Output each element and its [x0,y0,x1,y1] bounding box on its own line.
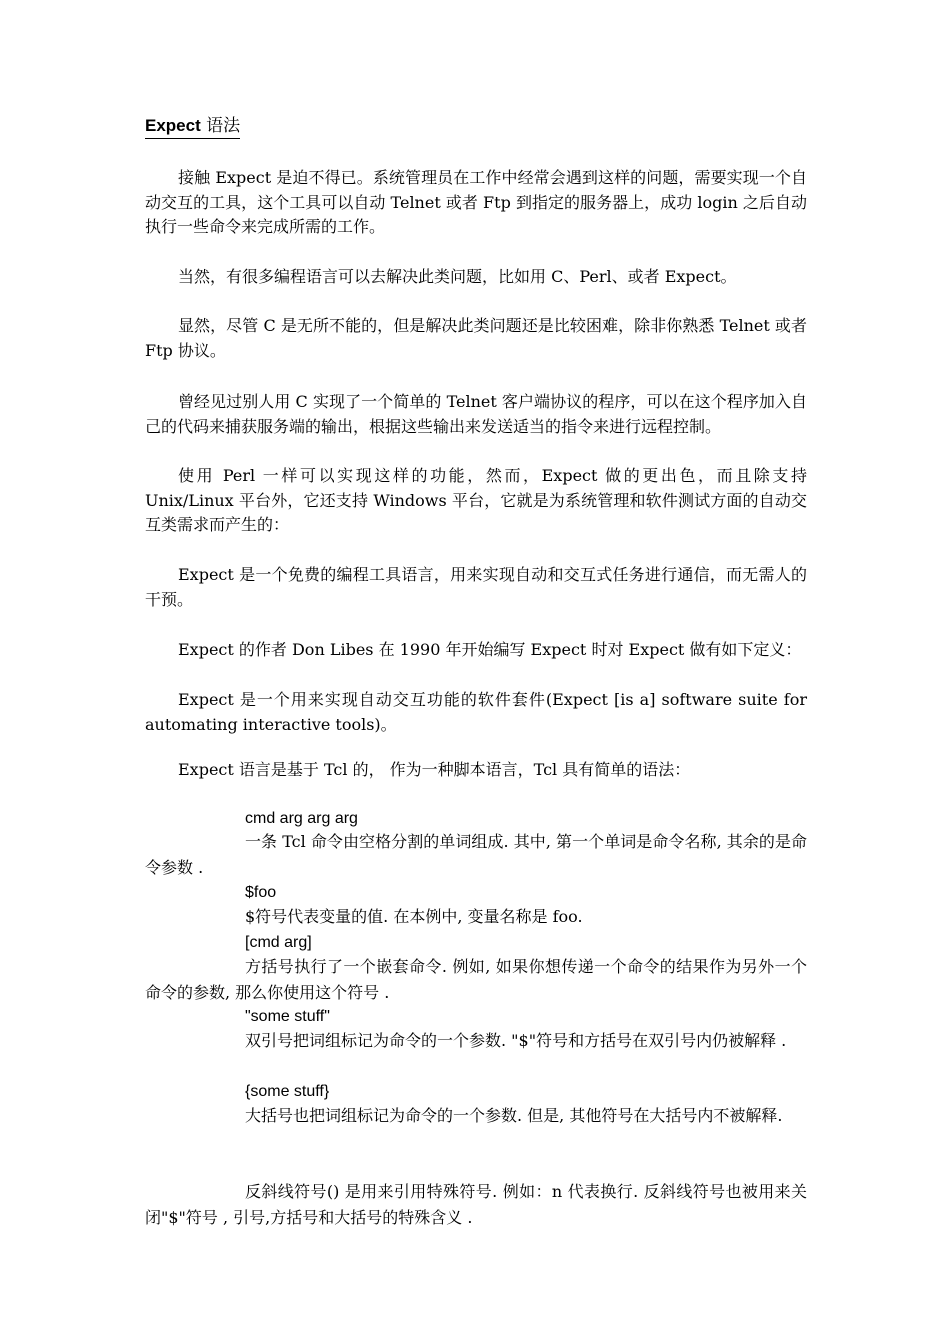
title-bold: Expect [145,116,201,135]
paragraph-telnet-client: 曾经见过别人用 C 实现了一个简单的 Telnet 客户端协议的程序，可以在这个程序加入自己的代码来捕获服务端的输出，根据这些输出来发送适当的指令来进行远程控制。 [145,392,807,436]
syntax-desc-quotes: 双引号把词组标记为命令的一个参数. "$"符号和方括号在双引号内仍被解释 . [245,1031,787,1050]
paragraph-c: 显然，尽管 C 是无所不能的，但是解决此类问题还是比较困难，除非你熟悉 Telnet 或者 Ftp 协议。 [145,316,807,360]
paragraph-free-tool: Expect 是一个免费的编程工具语言，用来实现自动和交互式任务进行通信，而无需人的干预。 [145,565,807,609]
syntax-code-variable: $foo [245,884,277,901]
syntax-code-quotes: "some stuff" [245,1008,330,1025]
paragraph-backslash: 反斜线符号() 是用来引用特殊符号. 例如：n 代表换行. 反斜线符号也被用来关闭"$"符号 , 引号,方括号和大括号的特殊含义 . [145,1182,807,1227]
paragraph-definition: Expect 是一个用来实现自动交互功能的软件套件(Expect [is a] software suite for automating interactive tools)。 [145,690,807,734]
syntax-desc-braces: 大括号也把词组标记为命令的一个参数. 但是, 其他符号在大括号内不被解释. [245,1106,783,1125]
syntax-code-cmd: cmd arg arg arg [245,810,358,827]
syntax-code-bracket: [cmd arg] [245,934,312,951]
syntax-desc-variable: $符号代表变量的值. 在本例中, 变量名称是 foo. [245,907,583,926]
syntax-desc-bracket: 方括号执行了一个嵌套命令. 例如, 如果你想传递一个命令的结果作为另外一个命令的参数, 那么你使用这个符号 . [145,957,807,1002]
syntax-code-braces: {some stuff} [245,1083,330,1100]
paragraph-languages: 当然，有很多编程语言可以去解决此类问题，比如用 C、Perl、或者 Expect。 [178,267,737,286]
paragraph-intro: 接触 Expect 是迫不得已。系统管理员在工作中经常会遇到这样的问题，需要实现一个自动交互的工具，这个工具可以自动 Telnet 或者 Ftp 到指定的服务器上，成功 login 之后自动执行一些命令来完成所需的工作。 [145,168,807,237]
paragraph-author: Expect 的作者 Don Libes 在 1990 年开始编写 Expect 时对 Expect 做有如下定义： [178,640,802,659]
paragraph-tcl-syntax: Expect 语言是基于 Tcl 的， 作为一种脚本语言，Tcl 具有简单的语法： [178,760,691,779]
paragraph-perl: 使用 Perl 一样可以实现这样的功能，然而，Expect 做的更出色，而且除支持 Unix/Linux 平台外，它还支持 Windows 平台，它就是为系统管理和软件测试方面的自动交互类需求而产生的： [145,466,807,535]
document-title [145,114,240,139]
syntax-desc-cmd: 一条 Tcl 命令由空格分割的单词组成. 其中, 第一个单词是命令名称, 其余的是命令参数 . [145,832,807,877]
title-rest: 语法 [200,116,241,136]
